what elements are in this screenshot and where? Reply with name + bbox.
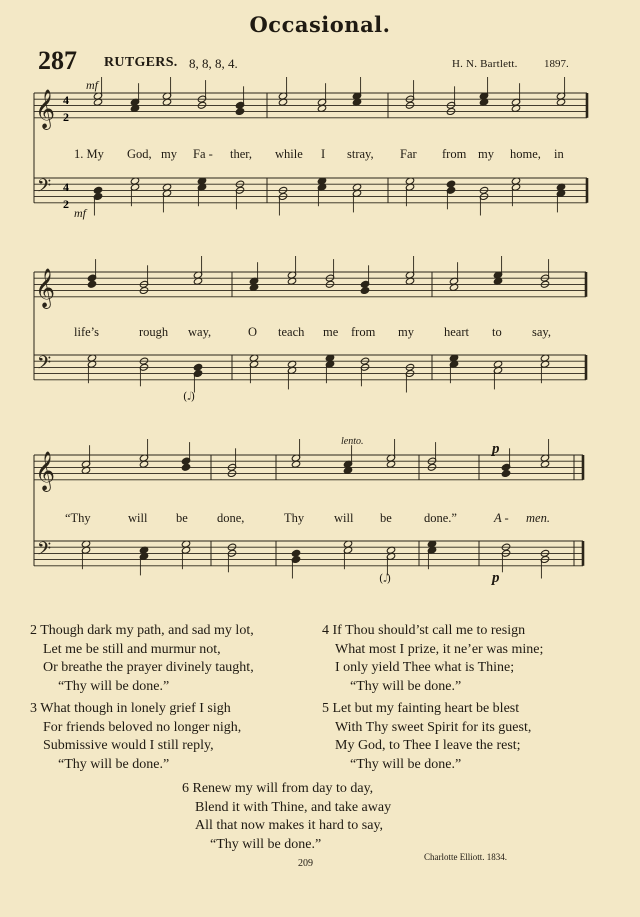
lyric-s2-1: rough xyxy=(139,325,169,339)
lyric-s2-7: my xyxy=(398,325,414,339)
bar-lines xyxy=(34,93,587,566)
lyric-s1-8: Far xyxy=(400,147,417,161)
verse-line: All that now makes it hard to say, xyxy=(195,818,384,833)
verse-2 xyxy=(30,622,254,696)
lyric-s1-11: home, xyxy=(510,147,541,161)
dynamic-mf-bottom: mf xyxy=(74,206,86,220)
time-sig-top-den-1: 2 xyxy=(63,110,69,124)
verse-line xyxy=(322,700,531,719)
dynamic-lento: lento. xyxy=(341,436,364,447)
lyric-s3-0: “Thy xyxy=(65,511,91,525)
treble-clef-icon: 𝄞 xyxy=(35,268,56,308)
author-credit xyxy=(424,852,507,862)
verse-line: Submissive would I still reply, xyxy=(43,738,214,753)
verse-number: 5 xyxy=(322,701,329,716)
lyric-s2-5: me xyxy=(323,325,339,339)
lyric-s1-10: my xyxy=(478,147,494,161)
lyric-s1-9: from xyxy=(442,147,467,161)
verse-5 xyxy=(322,700,531,774)
lyric-s3-4: Thy xyxy=(284,511,305,525)
verse-line xyxy=(30,700,241,719)
author-name: Charlotte Elliott. xyxy=(424,852,485,862)
paren-note-1: (𝅗𝅥) xyxy=(183,390,196,403)
lyric-s3-8: A - xyxy=(494,511,509,525)
verse-3 xyxy=(30,700,241,774)
lyric-s1-7: stray, xyxy=(347,147,374,161)
lyric-s1-4: ther, xyxy=(230,147,253,161)
verse-line xyxy=(322,622,543,641)
lyric-s1-5: while xyxy=(275,147,303,161)
verse-line: Let me be still and murmur not, xyxy=(43,641,221,657)
verse-number: 2 xyxy=(30,623,37,638)
note-head xyxy=(360,286,370,294)
lyric-s3-6: be xyxy=(380,511,392,525)
composer: H. N. Bartlett. xyxy=(452,58,518,70)
time-sig-bot-num-1: 4 xyxy=(63,180,69,194)
verse-line: “Thy will be done.” xyxy=(58,756,170,772)
tune-name: RUTGERS. xyxy=(104,55,178,70)
time-sig-top-num-1: 4 xyxy=(63,93,69,107)
lyric-s3-1: will xyxy=(128,511,148,525)
lyric-s2-9: to xyxy=(492,325,502,339)
bass-clef-icon: 𝄢 xyxy=(37,176,52,201)
lyric-s1-1: God, xyxy=(127,147,152,161)
lyric-s2-6: from xyxy=(351,325,376,339)
page-number: 209 xyxy=(298,858,313,869)
verse-line: My God, to Thee I leave the rest; xyxy=(335,738,521,753)
dynamic-p-top: p xyxy=(492,441,500,457)
verse-line: “Thy will be done.” xyxy=(210,836,322,852)
verse-line: What most I prize, it ne’er was mine; xyxy=(335,641,544,657)
lyric-s2-8: heart xyxy=(444,325,469,339)
verse-line: Or breathe the prayer divinely taught, xyxy=(43,660,254,675)
hymn-number: 287 xyxy=(38,46,77,75)
verse-line: “Thy will be done.” xyxy=(350,756,462,772)
dynamic-p-bottom: p xyxy=(492,570,500,586)
verse-line: Blend it with Thine, and take away xyxy=(195,799,392,815)
verse-line: For friends beloved no longer nigh, xyxy=(43,719,242,735)
verse-4 xyxy=(322,622,543,696)
lyric-s2-3: O xyxy=(248,325,258,339)
verse-line: With Thy sweet Spirit for its guest, xyxy=(335,719,532,735)
verse-number: 4 xyxy=(322,623,329,638)
verse-line xyxy=(30,622,254,641)
verse-line: I only yield Thee what is Thine; xyxy=(335,660,515,675)
verse-line: “Thy will be done.” xyxy=(58,678,170,694)
time-sig-bot-den-1: 2 xyxy=(63,197,69,211)
staff-lines xyxy=(34,93,587,566)
lyric-s2-10: say, xyxy=(532,325,551,339)
verse-line: “Thy will be done.” xyxy=(350,678,462,694)
lyric-s1-3: Fa - xyxy=(193,147,213,161)
author-year: 1834. xyxy=(486,852,507,862)
note-head xyxy=(501,469,511,477)
bass-clef-icon: 𝄢 xyxy=(37,353,52,378)
lyric-s3-9: men. xyxy=(526,511,550,525)
note-head xyxy=(235,107,245,115)
note-head xyxy=(181,463,191,471)
treble-clef-icon: 𝄞 xyxy=(35,451,56,491)
composition-year: 1897. xyxy=(544,58,569,70)
lyric-s2-2: way, xyxy=(188,325,212,339)
verse-6 xyxy=(182,780,391,854)
lyric-s3-2: be xyxy=(176,511,188,525)
section-title: Occasional. xyxy=(249,12,391,37)
lyric-s1-2: my xyxy=(161,147,177,161)
lyric-s2-4: teach xyxy=(278,325,305,339)
note-head xyxy=(87,280,97,288)
lyric-s1-12: in xyxy=(554,147,564,161)
meter: 8, 8, 8, 4. xyxy=(189,56,238,71)
lyric-s3-3: done, xyxy=(217,511,245,525)
lyric-s1-6: I xyxy=(321,147,326,161)
verse-number: 6 xyxy=(182,781,189,796)
verse-text: Though dark my path, and sad my lot, xyxy=(40,623,254,638)
verse-text: If Thou should’st call me to resign xyxy=(332,623,526,638)
lyric-s1-0: 1. My xyxy=(74,147,104,161)
verse-text: Renew my will from day to day, xyxy=(192,781,374,796)
verse-number: 3 xyxy=(30,701,37,716)
verse-line xyxy=(182,780,391,799)
dynamic-mf-top: mf xyxy=(86,78,98,92)
verse-text: What though in lonely grief I sigh xyxy=(40,701,231,716)
verse-text: Let but my fainting heart be blest xyxy=(332,701,520,716)
lyric-s3-5: will xyxy=(334,511,354,525)
lyric-s2-0: life’s xyxy=(74,325,99,339)
lyric-s3-7: done.” xyxy=(424,511,457,525)
clef-symbols xyxy=(35,89,55,564)
paren-note-2: (𝅗𝅥) xyxy=(379,572,392,585)
treble-clef-icon: 𝄞 xyxy=(35,89,56,129)
bass-clef-icon: 𝄢 xyxy=(37,539,52,564)
